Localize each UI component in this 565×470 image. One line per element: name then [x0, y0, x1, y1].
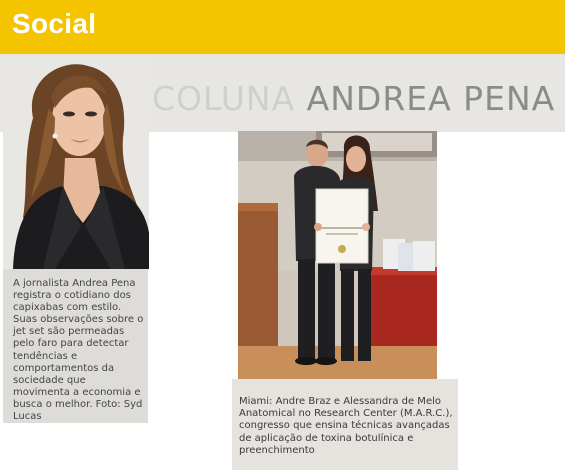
author-photo [3, 58, 149, 269]
event-caption: Miami: Andre Braz e Alessandra de Melo Anatomical no Research Center (M.A.R.C.), congresso que ensina técnicas avançadas de aplicação de toxina botulínica e preenchimento [239, 396, 453, 456]
column-title [152, 79, 555, 118]
column-title-name: ANDREA PENA [306, 79, 556, 118]
column-title-prefix: COLUNA [152, 79, 307, 118]
section-title: Social [12, 8, 97, 39]
author-caption-box [3, 269, 148, 423]
section-header [0, 0, 565, 54]
author-caption: A jornalista Andrea Pena registra o cotidiano dos capixabas com estilo. Suas observações sobre o jet set são permeadas pelo faro para detectar tendências e comportamentos da sociedade que movimenta a economia e busca o melhor. Foto: Syd Lucas [13, 278, 144, 423]
event-caption-box [232, 379, 458, 470]
event-photo [238, 131, 437, 379]
